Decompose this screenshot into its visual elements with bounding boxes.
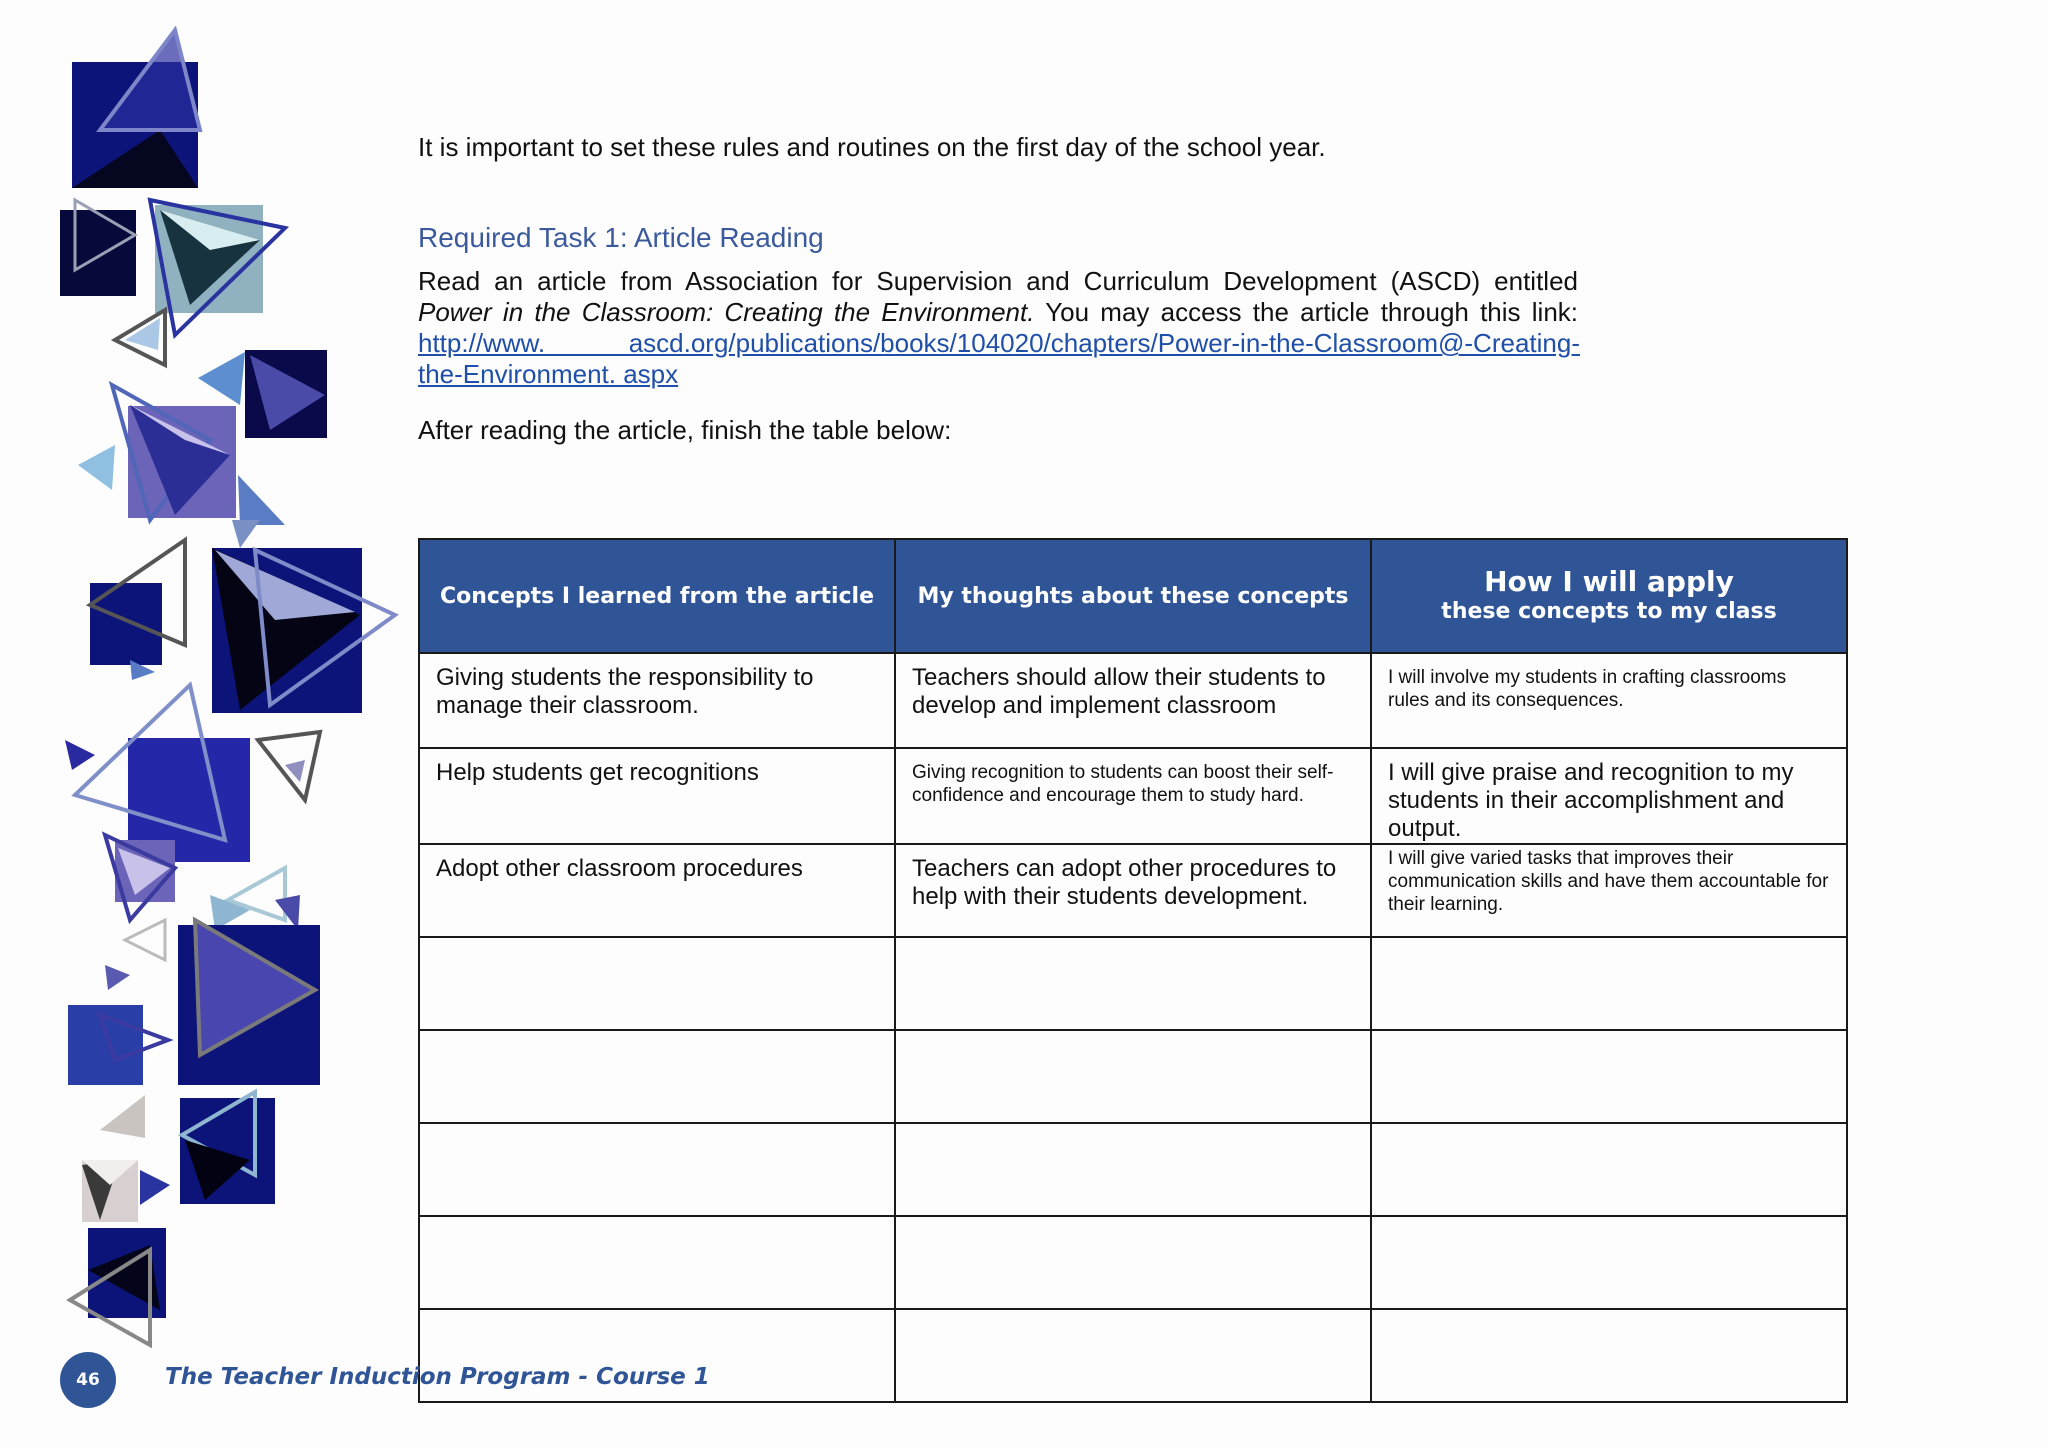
header-concepts: Concepts I learned from the article — [419, 539, 895, 653]
table-header-row — [419, 539, 1847, 653]
table-row — [419, 653, 1847, 748]
instruction-line-2 — [418, 297, 1578, 328]
article-link-line-2[interactable]: the-Environment. aspx — [418, 359, 679, 389]
task-heading: Required Task 1: Article Reading — [418, 222, 824, 253]
table-row-empty — [419, 1216, 1847, 1309]
page-number-badge: 46 — [60, 1352, 116, 1408]
article-link[interactable] — [418, 328, 1580, 390]
table-cell[interactable]: Giving recognition to students can boost their self-confidence and encourage them to study hard. — [895, 748, 1371, 844]
instruction-line-1: Read an article from Association for Supervision and Curriculum Development (ASCD) entitled — [418, 266, 1578, 296]
header-thoughts: My thoughts about these concepts — [895, 539, 1371, 653]
empty-cell[interactable] — [895, 937, 1371, 1030]
empty-cell[interactable] — [419, 1123, 895, 1216]
empty-cell[interactable] — [1371, 1123, 1847, 1216]
empty-cell[interactable] — [895, 1123, 1371, 1216]
empty-cell[interactable] — [1371, 1216, 1847, 1309]
table-row-empty — [419, 1030, 1847, 1123]
empty-cell[interactable] — [419, 937, 895, 1030]
empty-cell[interactable] — [1371, 937, 1847, 1030]
table-cell[interactable]: I will give varied tasks that improves their communication skills and have them accountable for their learning. — [1371, 844, 1847, 937]
table-cell[interactable]: I will give praise and recognition to my students in their accomplishment and output. — [1371, 748, 1847, 844]
table-cell[interactable]: Help students get recognitions — [419, 748, 895, 844]
article-link-line-1[interactable]: http://www. ascd.org/publications/books/104020/chapters/Power-in-the-Classroom@-Creating- — [418, 328, 1580, 358]
instruction-line-2-rest: You may access the article through this link: — [1034, 297, 1578, 327]
empty-cell[interactable] — [895, 1030, 1371, 1123]
table-row-empty — [419, 937, 1847, 1030]
table-row-empty — [419, 1123, 1847, 1216]
empty-cell[interactable] — [419, 1216, 895, 1309]
table-cell[interactable]: I will involve my students in crafting classrooms rules and its consequences. — [1371, 653, 1847, 748]
decorative-triangles-graphic — [0, 0, 420, 1448]
header-apply-main: How I will apply — [1484, 565, 1734, 598]
table-cell[interactable]: Adopt other classroom procedures — [419, 844, 895, 937]
empty-cell[interactable] — [419, 1030, 895, 1123]
empty-cell[interactable] — [895, 1309, 1371, 1402]
footer-title: The Teacher Induction Program - Course 1 — [165, 1364, 710, 1390]
table-cell[interactable]: Giving students the responsibility to manage their classroom. — [419, 653, 895, 748]
task-instructions — [418, 266, 1578, 328]
table-instruction: After reading the article, finish the table below: — [418, 415, 952, 445]
concepts-table — [418, 538, 1848, 1403]
empty-cell[interactable] — [895, 1216, 1371, 1309]
header-apply-sub: these concepts to my class — [1441, 599, 1777, 624]
empty-cell[interactable] — [1371, 1309, 1847, 1402]
intro-sentence: It is important to set these rules and routines on the first day of the school year. — [418, 132, 1326, 162]
header-apply — [1371, 539, 1847, 653]
table-cell[interactable]: Teachers should allow their students to develop and implement classroom — [895, 653, 1371, 748]
table-cell[interactable]: Teachers can adopt other procedures to help with their students development. — [895, 844, 1371, 937]
table-row — [419, 844, 1847, 937]
article-title: Power in the Classroom: Creating the Environment. — [418, 297, 1035, 327]
empty-cell[interactable] — [1371, 1030, 1847, 1123]
table-row — [419, 748, 1847, 844]
